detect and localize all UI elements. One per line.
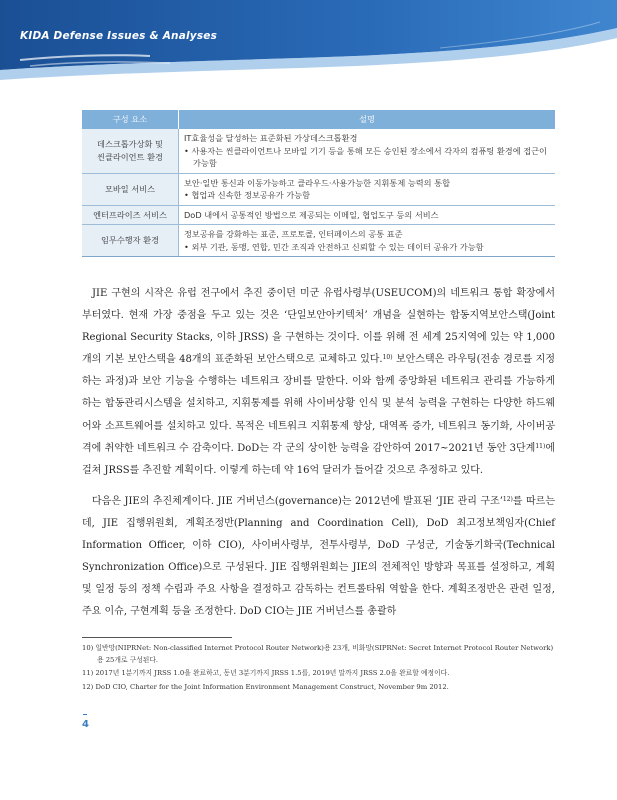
description-bullet: • 협업과 신속한 정보공유가 가능함 — [184, 190, 310, 200]
paragraph-text: 를 따르는데, JIE 집행위원회, 계획조정반(Planning and Coordination Cell), DoD 최고정보책임자(Chief Information Officer, 이하 CIO), 사이버사령부, 전투사령부, DoD 구성군, 기술동기화국(Technical Synchronization Office)으로 구성된다. JIE 집행위원회는 JIE의 전체적인 방향과 목표를 설정하고, 계획 및 일정 등의 정책 수립과 주요 사항을 결정하고 감독하는 컨트롤타워 역할을 한다. 계획조정반은 관련 일정, 주요 이슈, 구현계획 등을 조정한다. DoD CIO는 JIE 거버넌스를 총괄하 — [82, 496, 555, 618]
row-category — [82, 205, 179, 225]
category-line: 씬클라이언트 환경 — [97, 151, 163, 162]
description-text: IT효율성을 달성하는 표준화된 가상데스크톱환경 — [184, 133, 358, 143]
footnote: 10) 일반망(NIPRNet: Non-classified Internet Protocol Router Network)용 23개, 비화망(SIPRNet: Secret Internet Protocol Router Network)용 25개로 구성된다. — [82, 644, 554, 664]
banner-graphic — [0, 0, 617, 92]
bullet-text: 협업과 신속한 정보공유가 가능함 — [191, 190, 310, 200]
header-description: 설명 — [179, 110, 556, 129]
table-row — [82, 225, 555, 257]
component-table — [82, 110, 555, 257]
bullet-text: 외부 기관, 동맹, 연합, 민간 조직과 안전하고 신뢰할 수 있는 데이터 공유가 가능함 — [191, 241, 484, 252]
footnote-ref: 11) — [535, 442, 546, 450]
paragraph-text: 다음은 JIE의 추진체계이다. JIE 거버넌스(governance)는 2012년에 발표된 ‘JIE 관리 구조’ — [92, 496, 503, 507]
row-category — [82, 173, 179, 205]
row-description — [179, 205, 556, 225]
description-bullet: • 외부 기관, 동맹, 연합, 민간 조직과 안전하고 신뢰할 수 있는 데이터 공유가 가능함 — [184, 241, 484, 252]
category-line: 데스크톱가상화 및 — [97, 139, 163, 150]
description-text: 보안·일반 통신과 이동가능하고 클라우드·사용가능한 지휘통제 능력의 통합 — [184, 177, 451, 188]
table-row — [82, 173, 555, 205]
body-paragraph-1 — [82, 283, 555, 482]
header-banner — [0, 0, 617, 92]
footnote: 12) DoD CIO, Charter for the Joint Information Environment Management Construct, November 9m 2012. — [82, 682, 449, 691]
footnote-divider — [82, 637, 232, 638]
category-line: 엔터프라이즈 서비스 — [93, 209, 167, 220]
table-header-row — [82, 110, 555, 129]
row-description — [179, 225, 556, 257]
paragraph-text: JIE 구현의 시작은 유럽 전구에서 추진 중이던 미군 유럽사령부(USEUCOM)의 네트워크 통합 확장에서 부터였다. 현재 가장 중점을 두고 있는 것은 ‘단일보안아키텍처’ 개념을 실현하는 합동지역보안스택(Joint Regional Security Stacks, 이하 JRSS) 을 구현하는 것이다. 이를 위해 전 세계 25지역에 있는 약 1,000개의 기본 보안스택을 48개의 표준화된 보안스택으로 교체하고 있다. — [82, 288, 555, 366]
description-bullet: • 사용자는 씬클라이언트나 모바일 기기 등을 통해 모든 승인된 장소에서 각자의 컴퓨팅 환경에 접근이 가능함 — [184, 145, 547, 168]
footnote-ref: 12) — [502, 496, 513, 503]
footnotes — [82, 643, 555, 695]
footnote: 11) 2017년 1분기까지 JRSS 1.0을 완료하고, 동년 3분기까지 JRSS 1.5를, 2019년 말까지 JRSS 2.0을 완료할 예정이다. — [82, 669, 450, 677]
table-row — [82, 129, 555, 173]
category-line: 임무수행자 환경 — [101, 235, 159, 246]
page-number: 4 — [82, 719, 89, 730]
row-description — [179, 129, 556, 173]
header-component: 구성 요소 — [82, 110, 179, 129]
row-description — [179, 173, 556, 205]
row-category — [82, 225, 179, 257]
description-text: 정보공유를 강화하는 표준, 프로토콜, 인터페이스의 공통 표준 — [184, 229, 403, 239]
paragraph-text: 보안스택은 라우팅(전송 경로를 지정하는 과정)과 보안 기능을 수행하는 네트워크 장비를 말한다. 이와 함께 중앙화된 네트워크 관리를 가능하게 하는 합동관리시스템을 설치하고, 지휘통제를 위해 사이버상황 인식 및 분석 능력을 구현하는 다양한 하드웨어와 소프트웨어를 설치하고 있다. 목적은 네트워크 지휘통제 향상, 대역폭 증가, 네트워크 동기화, 사이버공격에 취약한 네트워크 수 감축이다. DoD는 각 군의 상이한 능력을 감안하여 2017~2021년 동안 3단계 — [82, 354, 555, 454]
footnote-ref: 10) — [382, 354, 393, 362]
journal-title: KIDA Defense Issues & Analyses — [20, 30, 218, 42]
table-row — [82, 205, 555, 225]
category-line: 모바일 서비스 — [104, 183, 156, 194]
page-number-dash — [83, 714, 87, 715]
description-text: DoD 내에서 공통적인 방법으로 제공되는 이메일, 협업도구 등의 서비스 — [184, 209, 439, 220]
paragraph-text: 에 걸쳐 JRSS를 추진할 계획이다. 이렇게 하는데 약 16억 달러가 들어갈 것으로 추정하고 있다. — [82, 442, 555, 476]
bullet-text: 사용자는 씬클라이언트나 모바일 기기 등을 통해 모든 승인된 장소에서 각자의 컴퓨팅 환경에 접근이 가능함 — [191, 145, 547, 168]
body-paragraph-2 — [82, 491, 555, 624]
row-category — [82, 129, 179, 173]
